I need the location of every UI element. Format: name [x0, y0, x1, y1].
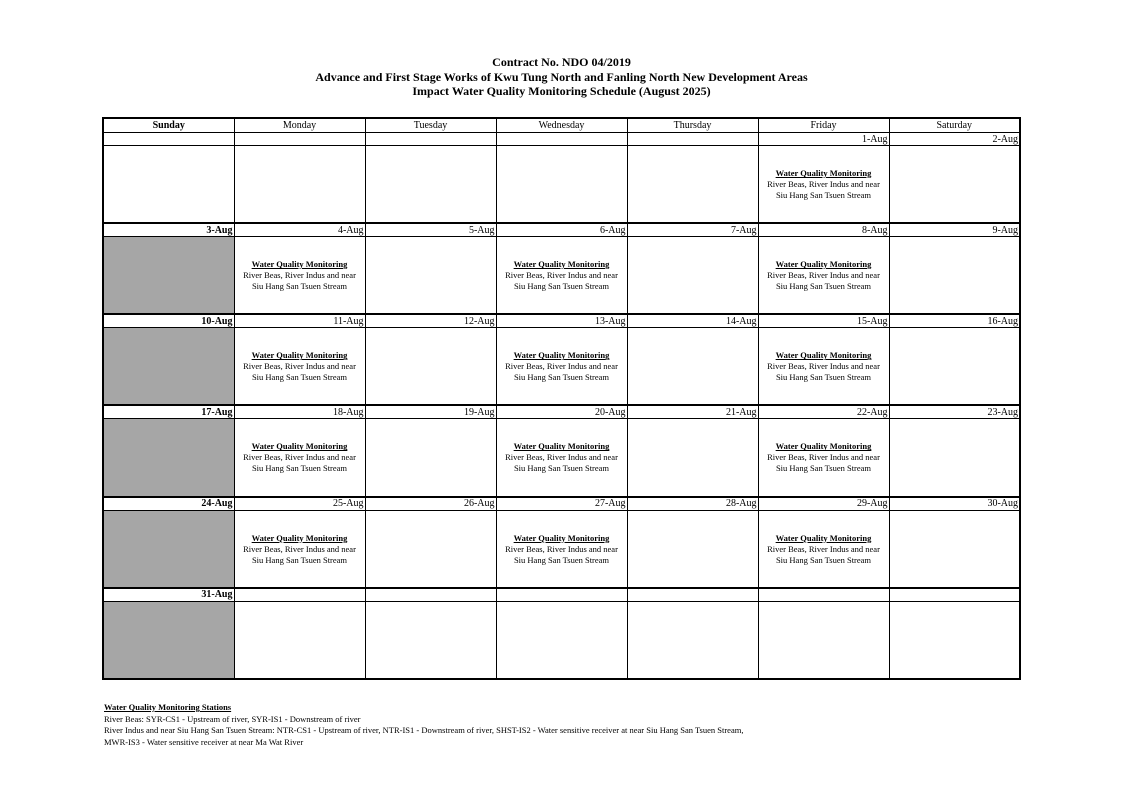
- date-label: 10-Aug: [103, 314, 234, 328]
- event-location: Siu Hang San Tsuen Stream: [775, 372, 872, 383]
- date-label: 17-Aug: [103, 405, 234, 419]
- event-location: Siu Hang San Tsuen Stream: [251, 463, 348, 474]
- date-row: [103, 405, 1020, 419]
- day-cell: [365, 328, 496, 406]
- event-location: Siu Hang San Tsuen Stream: [513, 554, 610, 565]
- day-cell: [758, 510, 889, 588]
- event-location: Siu Hang San Tsuen Stream: [251, 372, 348, 383]
- day-cell: [365, 510, 496, 588]
- event-title: Water Quality Monitoring: [251, 532, 348, 543]
- day-cell: [889, 146, 1020, 224]
- day-cell: [496, 146, 627, 224]
- weekday-header: Wednesday: [496, 118, 627, 133]
- date-row: [103, 588, 1020, 602]
- event-title: Water Quality Monitoring: [251, 259, 348, 270]
- event-location: River Beas, River Indus and near: [767, 270, 880, 281]
- day-cell: [365, 237, 496, 315]
- event-title: Water Quality Monitoring: [513, 441, 610, 452]
- day-cell: [234, 328, 365, 406]
- event-location: River Beas, River Indus and near: [505, 270, 618, 281]
- date-label: [889, 588, 1020, 602]
- event-title: Water Quality Monitoring: [251, 441, 348, 452]
- event-location: Siu Hang San Tsuen Stream: [513, 281, 610, 292]
- schedule-title: Impact Water Quality Monitoring Schedule (August 2025): [412, 84, 711, 98]
- date-label: [365, 588, 496, 602]
- event-title: Water Quality Monitoring: [775, 441, 872, 452]
- day-cell: [103, 601, 234, 679]
- date-label: 8-Aug: [758, 223, 889, 237]
- event-location: Siu Hang San Tsuen Stream: [775, 281, 872, 292]
- event-location: River Beas, River Indus and near: [243, 452, 356, 463]
- monitoring-event: [760, 533, 888, 566]
- weekday-header: Monday: [234, 118, 365, 133]
- day-cell: [103, 146, 234, 224]
- event-title: Water Quality Monitoring: [513, 350, 610, 361]
- date-label: 11-Aug: [234, 314, 365, 328]
- day-cell: [496, 237, 627, 315]
- event-title: Water Quality Monitoring: [775, 168, 872, 179]
- event-title: Water Quality Monitoring: [513, 259, 610, 270]
- event-location: River Beas, River Indus and near: [505, 452, 618, 463]
- date-label: 12-Aug: [365, 314, 496, 328]
- day-cell: [365, 419, 496, 497]
- event-location: Siu Hang San Tsuen Stream: [513, 463, 610, 474]
- event-location: River Beas, River Indus and near: [243, 543, 356, 554]
- event-location: Siu Hang San Tsuen Stream: [775, 554, 872, 565]
- day-cell: [234, 146, 365, 224]
- date-label: 23-Aug: [889, 405, 1020, 419]
- day-cell: [889, 328, 1020, 406]
- event-location: River Beas, River Indus and near: [243, 270, 356, 281]
- monitoring-event: [760, 259, 888, 292]
- date-label: 9-Aug: [889, 223, 1020, 237]
- event-location: Siu Hang San Tsuen Stream: [251, 554, 348, 565]
- date-label: 21-Aug: [627, 405, 758, 419]
- day-cell: [365, 601, 496, 679]
- event-location: River Beas, River Indus and near: [767, 452, 880, 463]
- weekday-header: Sunday: [103, 118, 234, 133]
- day-cell: [889, 601, 1020, 679]
- monitoring-event: [236, 259, 364, 292]
- monitoring-event: [498, 533, 626, 566]
- event-title: Water Quality Monitoring: [775, 259, 872, 270]
- calendar-body: [103, 133, 1020, 680]
- day-cell: [103, 510, 234, 588]
- day-cell: [627, 419, 758, 497]
- date-row: [103, 223, 1020, 237]
- date-label: 28-Aug: [627, 497, 758, 511]
- day-cell-row: [103, 419, 1020, 497]
- date-label: [234, 588, 365, 602]
- day-cell: [758, 237, 889, 315]
- event-title: Water Quality Monitoring: [251, 350, 348, 361]
- date-label: 27-Aug: [496, 497, 627, 511]
- event-title: Water Quality Monitoring: [775, 532, 872, 543]
- event-location: Siu Hang San Tsuen Stream: [775, 463, 872, 474]
- monitoring-event: [760, 441, 888, 474]
- event-location: River Beas, River Indus and near: [505, 361, 618, 372]
- day-cell: [234, 419, 365, 497]
- weekday-header-row: [103, 118, 1020, 133]
- day-cell: [758, 419, 889, 497]
- monitoring-event: [498, 441, 626, 474]
- day-cell: [496, 419, 627, 497]
- monitoring-event: [498, 350, 626, 383]
- date-label: [627, 133, 758, 146]
- day-cell: [234, 510, 365, 588]
- day-cell: [889, 510, 1020, 588]
- date-label: [496, 588, 627, 602]
- day-cell: [758, 146, 889, 224]
- day-cell-row: [103, 601, 1020, 679]
- notes-line: River Beas: SYR-CS1 - Upstream of river, SYR-IS1 - Downstream of river: [104, 713, 361, 724]
- weekday-header: Saturday: [889, 118, 1020, 133]
- day-cell-row: [103, 510, 1020, 588]
- weekday-header: Friday: [758, 118, 889, 133]
- date-label: 5-Aug: [365, 223, 496, 237]
- document-header: [0, 55, 1123, 99]
- date-label: 16-Aug: [889, 314, 1020, 328]
- date-label: 26-Aug: [365, 497, 496, 511]
- day-cell: [627, 601, 758, 679]
- day-cell: [234, 601, 365, 679]
- monitoring-event: [760, 350, 888, 383]
- date-label: [496, 133, 627, 146]
- day-cell: [496, 601, 627, 679]
- day-cell: [758, 328, 889, 406]
- date-label: 1-Aug: [758, 133, 889, 146]
- event-location: Siu Hang San Tsuen Stream: [513, 372, 610, 383]
- date-label: 7-Aug: [627, 223, 758, 237]
- notes-line: MWR-IS3 - Water sensitive receiver at near Ma Wat River: [104, 736, 304, 747]
- day-cell: [496, 510, 627, 588]
- monitoring-event: [498, 259, 626, 292]
- day-cell: [627, 510, 758, 588]
- date-row: [103, 133, 1020, 146]
- event-location: Siu Hang San Tsuen Stream: [775, 190, 872, 201]
- event-location: River Beas, River Indus and near: [505, 543, 618, 554]
- contract-number: Contract No. NDO 04/2019: [492, 55, 631, 69]
- day-cell-row: [103, 146, 1020, 224]
- day-cell: [103, 419, 234, 497]
- day-cell: [889, 419, 1020, 497]
- date-label: 24-Aug: [103, 497, 234, 511]
- monitoring-event: [760, 168, 888, 201]
- date-label: 29-Aug: [758, 497, 889, 511]
- date-label: 6-Aug: [496, 223, 627, 237]
- event-location: River Beas, River Indus and near: [767, 543, 880, 554]
- day-cell: [758, 601, 889, 679]
- day-cell-row: [103, 328, 1020, 406]
- station-notes: [104, 702, 743, 748]
- event-location: Siu Hang San Tsuen Stream: [251, 281, 348, 292]
- date-label: 30-Aug: [889, 497, 1020, 511]
- event-title: Water Quality Monitoring: [775, 350, 872, 361]
- date-label: [234, 133, 365, 146]
- day-cell: [889, 237, 1020, 315]
- event-location: River Beas, River Indus and near: [243, 361, 356, 372]
- date-label: 22-Aug: [758, 405, 889, 419]
- project-title: Advance and First Stage Works of Kwu Tung North and Fanling North New Development Areas: [315, 69, 808, 84]
- date-label: [627, 588, 758, 602]
- day-cell: [234, 237, 365, 315]
- date-label: 20-Aug: [496, 405, 627, 419]
- date-row: [103, 497, 1020, 511]
- date-label: [365, 133, 496, 146]
- date-row: [103, 314, 1020, 328]
- date-label: 2-Aug: [889, 133, 1020, 146]
- date-label: 13-Aug: [496, 314, 627, 328]
- event-title: Water Quality Monitoring: [513, 532, 610, 543]
- date-label: 14-Aug: [627, 314, 758, 328]
- event-location: River Beas, River Indus and near: [767, 179, 880, 190]
- day-cell-row: [103, 237, 1020, 315]
- monitoring-event: [236, 441, 364, 474]
- day-cell: [365, 146, 496, 224]
- weekday-header: Tuesday: [365, 118, 496, 133]
- date-label: 19-Aug: [365, 405, 496, 419]
- date-label: 18-Aug: [234, 405, 365, 419]
- date-label: 25-Aug: [234, 497, 365, 511]
- day-cell: [103, 237, 234, 315]
- date-label: [758, 588, 889, 602]
- date-label: 31-Aug: [103, 588, 234, 602]
- day-cell: [103, 328, 234, 406]
- monitoring-event: [236, 350, 364, 383]
- date-label: [103, 133, 234, 146]
- date-label: 3-Aug: [103, 223, 234, 237]
- monitoring-calendar: [102, 117, 1021, 680]
- date-label: 15-Aug: [758, 314, 889, 328]
- monitoring-event: [236, 533, 364, 566]
- date-label: 4-Aug: [234, 223, 365, 237]
- notes-heading: Water Quality Monitoring Stations: [104, 702, 232, 712]
- day-cell: [627, 237, 758, 315]
- day-cell: [627, 146, 758, 224]
- event-location: River Beas, River Indus and near: [767, 361, 880, 372]
- day-cell: [496, 328, 627, 406]
- weekday-header: Thursday: [627, 118, 758, 133]
- day-cell: [627, 328, 758, 406]
- notes-line: River Indus and near Siu Hang San Tsuen Stream: NTR-CS1 - Upstream of river, NTR-IS1 - Downstream of river, SHST-IS2 - Water sensitive receiver at near Siu Hang San Tsuen Stream,: [104, 725, 744, 735]
